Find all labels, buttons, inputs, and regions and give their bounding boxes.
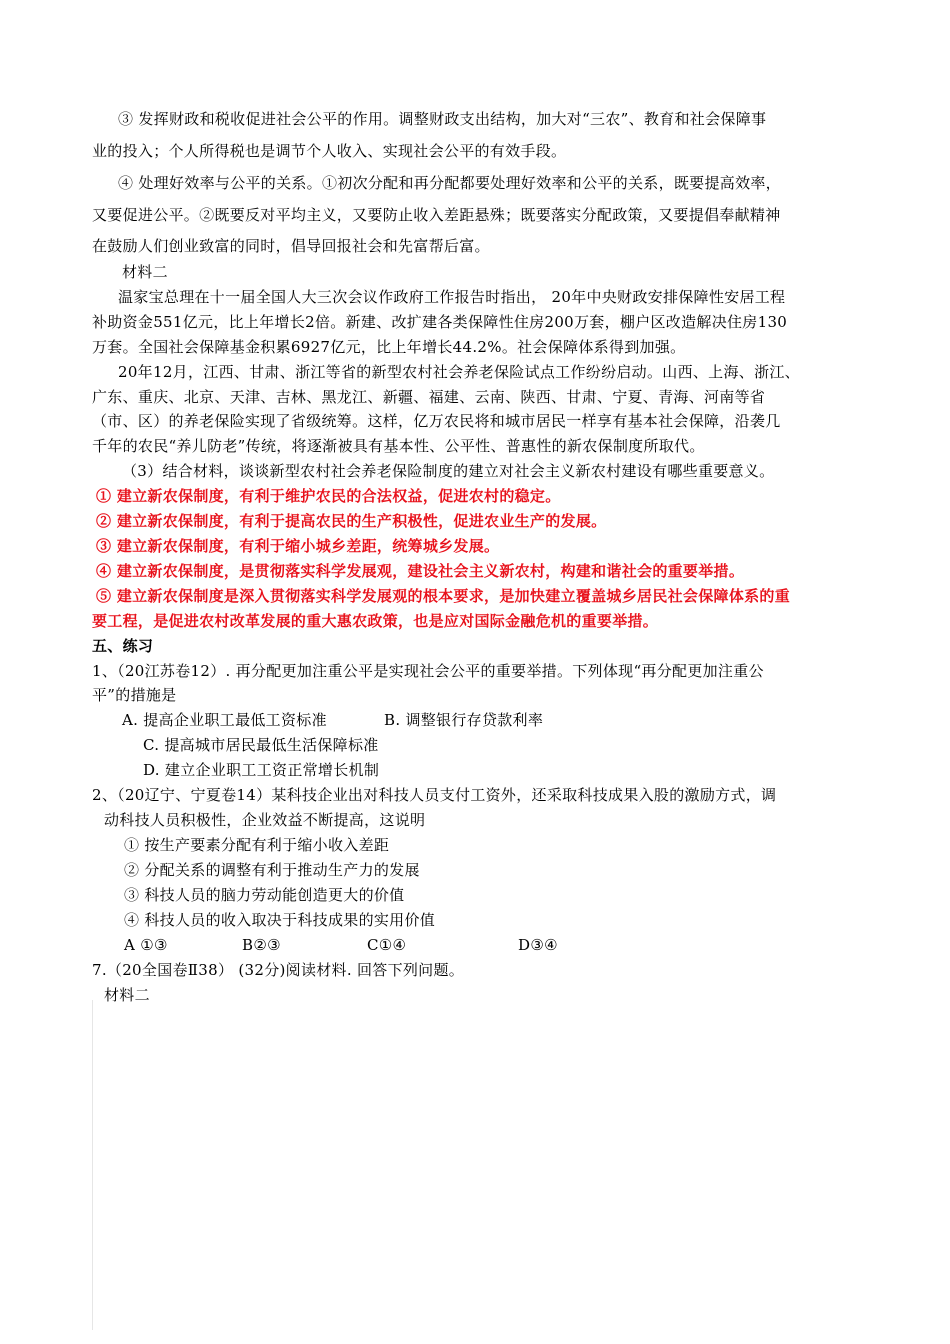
material-2-para-2-line-3: （市、区）的养老保险实现了省级统筹。这样，亿万农民将和城市居民一样享有基本社会保障，沿袭几 xyxy=(92,412,781,430)
question-2-option-d: D③④ xyxy=(518,936,558,954)
question-1-option-b: B. 调整银行存贷款利率 xyxy=(384,711,544,729)
paragraph-4-line-3: 在鼓励人们创业致富的同时，倡导回报社会和先富帮后富。 xyxy=(92,237,490,255)
question-2-statement-3: ③ 科技人员的脑力劳动能创造更大的价值 xyxy=(124,886,405,904)
question-3: （3）结合材料，谈谈新型农村社会养老保险制度的建立对社会主义新农村建设有哪些重要意义。 xyxy=(122,462,775,480)
material-2-heading: 材料二 xyxy=(122,263,168,281)
question-2-statement-4: ④ 科技人员的收入取决于科技成果的实用价值 xyxy=(124,911,436,929)
material-2-para-1-line-3: 万套。全国社会保障基金积累6927亿元，比上年增长44.2%。社会保障体系得到加强。 xyxy=(92,338,686,356)
answer-5-line-2: 要工程，是促进农村改革发展的重大惠农政策，也是应对国际金融危机的重要举措。 xyxy=(92,612,659,630)
question-1-option-d: D. 建立企业职工工资正常增长机制 xyxy=(143,761,380,779)
question-2-option-c: C①④ xyxy=(367,936,407,954)
answer-5-line-1: ⑤ 建立新农保制度是深入贯彻落实科学发展观的根本要求，是加快建立覆盖城乡居民社会保障体系的重 xyxy=(96,587,791,605)
material-2-para-2-line-4: 千年的农民“养儿防老”传统，将逐渐被具有基本性、公平性、普惠性的新农保制度所取代。 xyxy=(92,437,705,455)
question-7-line-1: 7.（20全国卷Ⅱ38） (32分)阅读材料. 回答下列问题。 xyxy=(92,961,465,979)
question-2-line-1: 2、（20辽宁、宁夏卷14）某科技企业出对科技人员支付工资外，还采取科技成果入股的激励方式，调 xyxy=(92,786,777,804)
question-1-option-a: A. 提高企业职工最低工资标准 xyxy=(122,711,327,729)
question-2-statement-1: ① 按生产要素分配有利于缩小收入差距 xyxy=(124,836,390,854)
practice-heading: 五、练习 xyxy=(92,637,154,655)
paragraph-3-line-2: 业的投入；个人所得税也是调节个人收入、实现社会公平的有效手段。 xyxy=(92,142,567,160)
question-2-statement-2: ② 分配关系的调整有利于推动生产力的发展 xyxy=(124,861,420,879)
paragraph-4-line-2: 又要促进公平。②既要反对平均主义，又要防止收入差距悬殊；既要落实分配政策，又要提倡奉献精神 xyxy=(92,206,781,224)
material-2-para-1-line-1: 温家宝总理在十一届全国人大三次会议作政府工作报告时指出， 20年中央财政安排保障性安居工程 xyxy=(118,288,786,306)
margin-rule xyxy=(92,1000,93,1330)
question-2-line-2: 动科技人员积极性，企业效益不断提高，这说明 xyxy=(104,811,426,829)
material-2-para-2-line-2: 广东、重庆、北京、天津、吉林、黑龙江、新疆、福建、云南、陕西、甘肃、宁夏、青海、河南等省 xyxy=(92,388,766,406)
question-1-line-2: 平”的措施是 xyxy=(92,686,177,704)
material-2-para-2-line-1: 20年12月，江西、甘肃、浙江等省的新型农村社会养老保险试点工作纷纷启动。山西、上海、浙江、 xyxy=(118,363,800,381)
material-2-para-1-line-2: 补助资金551亿元，比上年增长2倍。新建、改扩建各类保障性住房200万套，棚户区改造解决住房130 xyxy=(92,313,788,331)
answer-1: ① 建立新农保制度，有利于维护农民的合法权益，促进农村的稳定。 xyxy=(96,487,561,505)
answer-2: ② 建立新农保制度，有利于提高农民的生产积极性，促进农业生产的发展。 xyxy=(96,512,607,530)
question-1-line-1: 1、（20江苏卷12）. 再分配更加注重公平是实现社会公平的重要举措。下列体现“再分配更加注重公 xyxy=(92,662,764,680)
answer-3: ③ 建立新农保制度，有利于缩小城乡差距，统筹城乡发展。 xyxy=(96,537,500,555)
answer-4: ④ 建立新农保制度，是贯彻落实科学发展观，建设社会主义新农村，构建和谐社会的重要举措。 xyxy=(96,562,745,580)
paragraph-3-line-1: ③ 发挥财政和税收促进社会公平的作用。调整财政支出结构，加大对“三农”、教育和社会保障事 xyxy=(118,110,767,128)
question-2-option-a: A ①③ xyxy=(124,936,168,954)
paragraph-4-line-1: ④ 处理好效率与公平的关系。①初次分配和再分配都要处理好效率和公平的关系，既要提高效率， xyxy=(118,174,781,192)
question-7-material-heading: 材料二 xyxy=(104,986,150,1004)
question-1-option-c: C. 提高城市居民最低生活保障标准 xyxy=(143,736,379,754)
question-2-option-b: B②③ xyxy=(242,936,281,954)
